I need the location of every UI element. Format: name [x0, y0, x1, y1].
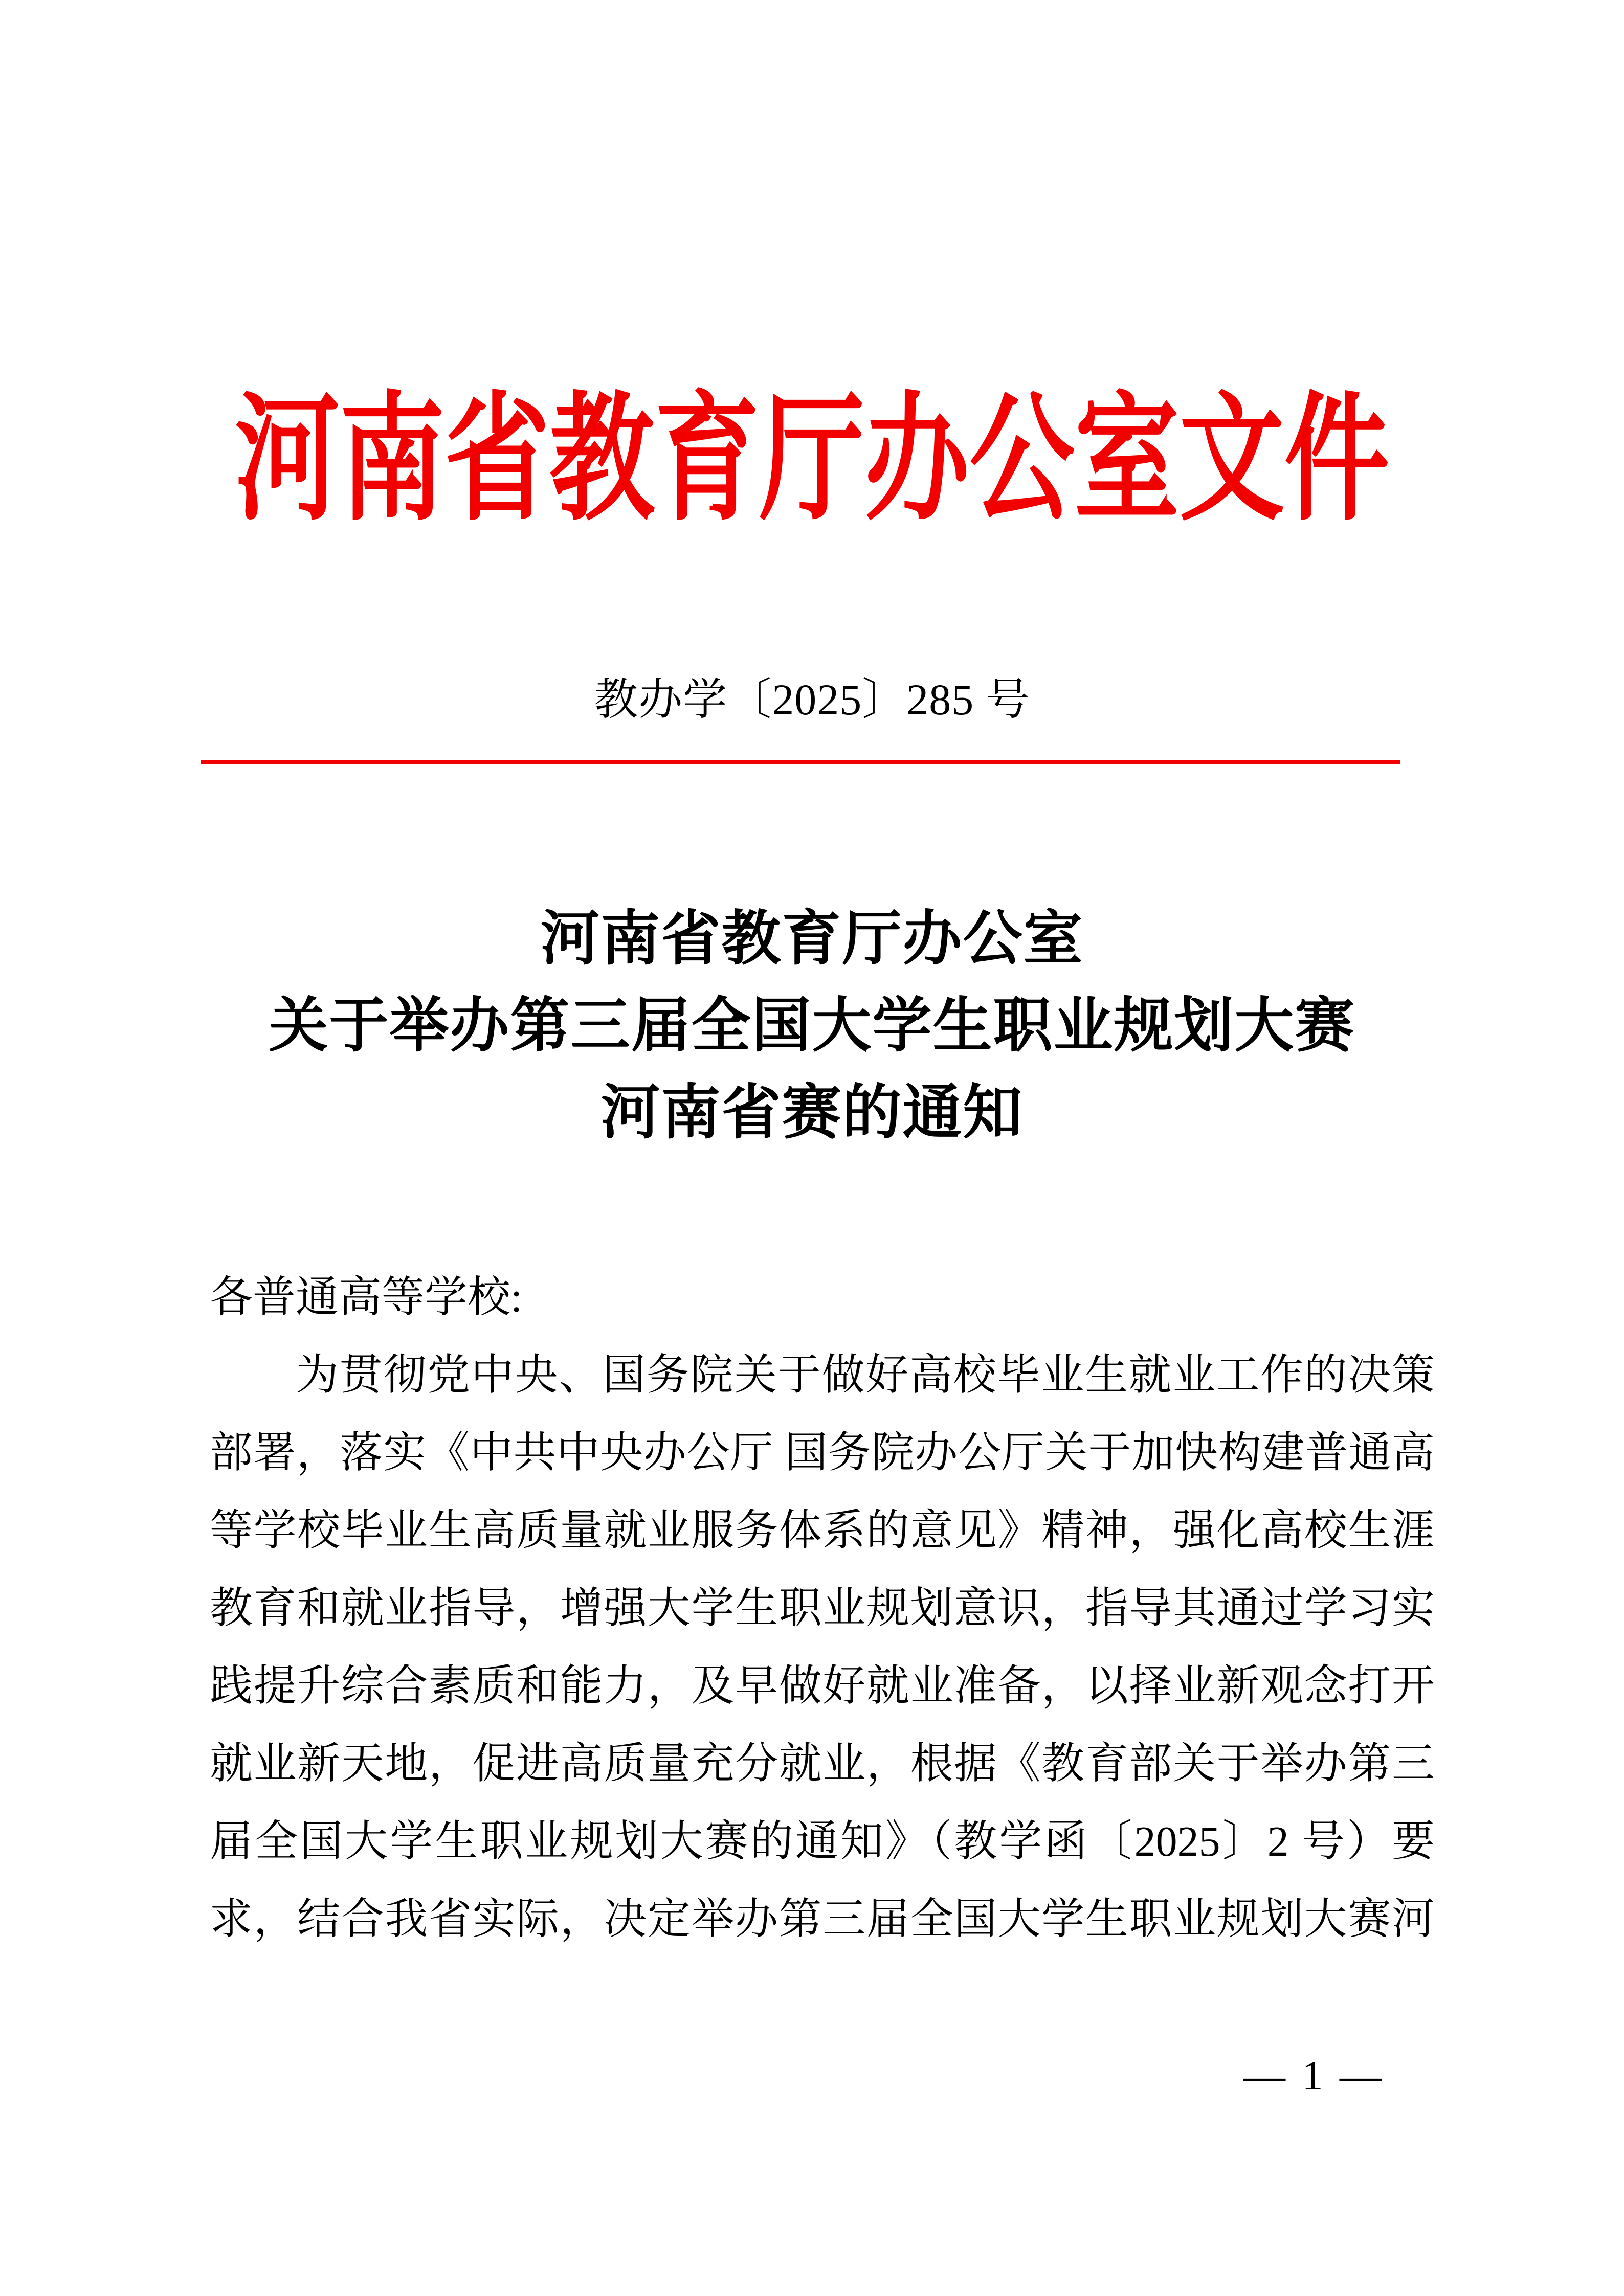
document-number: 教办学〔2025〕285 号 [594, 675, 1030, 724]
page-number: — 1 — [1243, 2052, 1385, 2099]
body-line: 践提升综合素质和能力，及早做好就业准备，以择业新观念打开 [210, 1662, 1435, 1710]
document-title-line-3: 河南省赛的通知 [600, 1081, 1024, 1146]
body-line: 届全国大学生职业规划大赛的通知》（教学函〔2025〕2 号）要 [210, 1818, 1435, 1865]
body-line: 就业新天地，促进高质量充分就业，根据《教育部关于举办第三 [210, 1740, 1435, 1788]
red-divider-line [201, 760, 1400, 764]
body-line: 为贯彻党中央、国务院关于做好高校毕业生就业工作的决策 [296, 1352, 1435, 1399]
document-body [210, 1259, 1435, 1959]
body-line: 部署，落实《中共中央办公厅 国务院办公厅关于加快构建普通高 [210, 1429, 1435, 1477]
body-line: 教育和就业指导，增强大学生职业规划意识，指导其通过学习实 [210, 1585, 1435, 1632]
red-masthead-title: 河南省教育厅办公室文件 [234, 384, 1390, 537]
document-title-line-2: 关于举办第三届全国大学生职业规划大赛 [269, 994, 1355, 1059]
body-line: 等学校毕业生高质量就业服务体系的意见》精神，强化高校生涯 [210, 1507, 1435, 1555]
document-title [0, 896, 1624, 1157]
salutation-line: 各普通高等学校: [210, 1274, 523, 1321]
body-line: 求，结合我省实际，决定举办第三届全国大学生职业规划大赛河 [210, 1896, 1435, 1943]
document-title-line-1: 河南省教育厅办公室 [540, 907, 1084, 972]
